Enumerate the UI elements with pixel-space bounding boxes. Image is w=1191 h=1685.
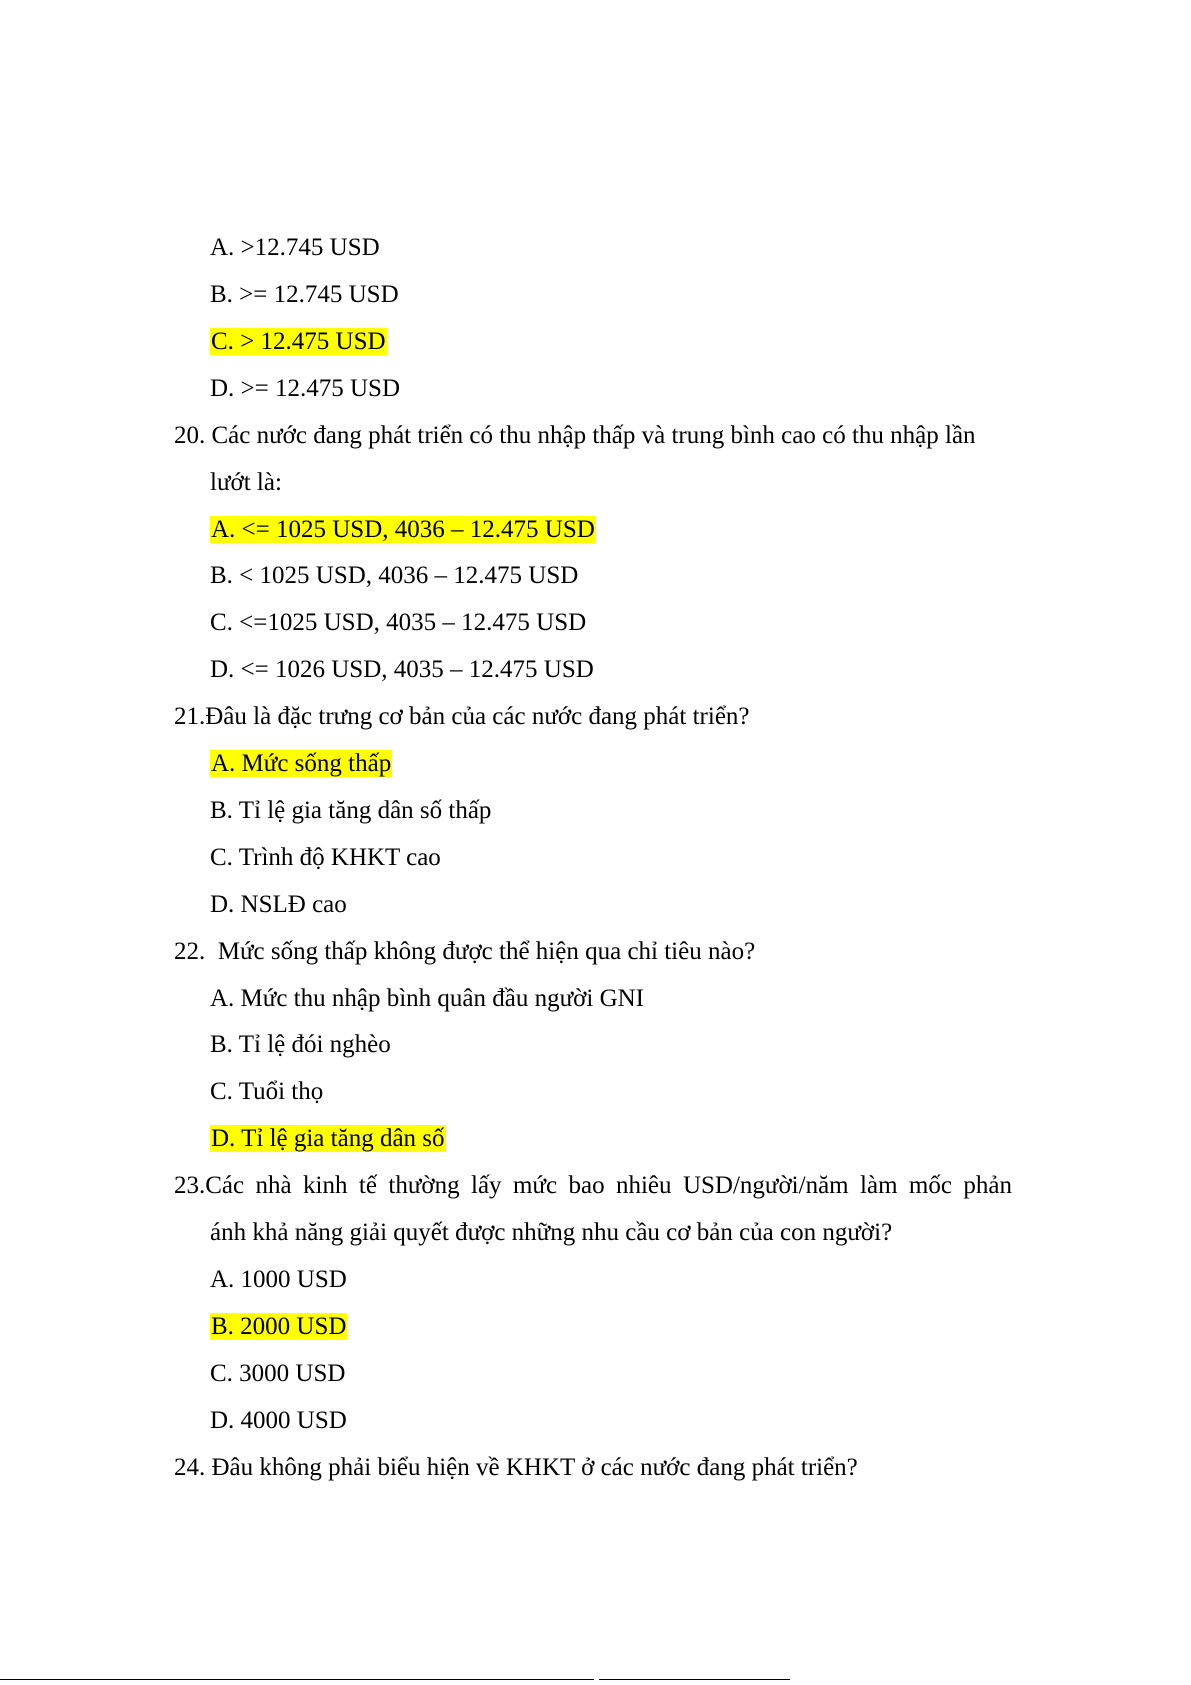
- option-text: A. 1000 USD: [210, 1266, 347, 1293]
- option-text: D. 4000 USD: [210, 1407, 347, 1434]
- q23-option-c: [210, 1358, 345, 1390]
- q19-option-a: [210, 232, 380, 264]
- question-text: ánh khả năng giải quyết được những nhu cầu cơ bản của con người?: [210, 1219, 893, 1246]
- option-text: B. Tỉ lệ gia tăng dân số thấp: [210, 797, 492, 824]
- q21-option-c: [210, 842, 441, 874]
- question-text: 20. Các nước đang phát triển có thu nhập thấp và trung bình cao có thu nhập lần: [174, 422, 976, 449]
- option-text: C. Tuổi thọ: [210, 1078, 324, 1105]
- option-text: B. >= 12.745 USD: [210, 281, 399, 308]
- q23-question-line1: [174, 1170, 1012, 1202]
- q20-option-c: [210, 607, 586, 639]
- question-text: 22. Mức sống thấp không được thể hiện qua chỉ tiêu nào?: [174, 938, 756, 965]
- q24-question: [174, 1452, 858, 1484]
- q21-option-d: [210, 889, 347, 921]
- highlighted-answer: C. > 12.475 USD: [211, 328, 386, 355]
- option-text: D. <= 1026 USD, 4035 – 12.475 USD: [210, 656, 594, 683]
- q22-option-b: [210, 1029, 391, 1061]
- question-text: 21.Đâu là đặc trưng cơ bản của các nước đang phát triển?: [174, 703, 750, 730]
- q20-option-a-correct: [210, 514, 596, 546]
- question-text: lướt là:: [210, 469, 282, 496]
- option-text: A. Mức thu nhập bình quân đầu người GNI: [210, 985, 645, 1012]
- q19-option-d: [210, 373, 400, 405]
- highlighted-answer: B. 2000 USD: [211, 1313, 347, 1340]
- q22-option-a: [210, 983, 644, 1015]
- highlighted-answer: D. Tỉ lệ gia tăng dân số: [211, 1125, 445, 1152]
- q22-option-c: [210, 1076, 323, 1108]
- q20-question-line1: [174, 420, 976, 452]
- question-text: 24. Đâu không phải biểu hiện về KHKT ở các nước đang phát triển?: [174, 1454, 858, 1481]
- q20-question-line2: [210, 467, 282, 499]
- highlighted-answer: A. Mức sống thấp: [211, 750, 392, 777]
- q20-option-d: [210, 654, 594, 686]
- q22-option-d-correct: [210, 1123, 446, 1155]
- q23-question-line2: [210, 1217, 892, 1249]
- page-bottom-rule: [0, 1679, 790, 1680]
- option-text: D. NSLĐ cao: [210, 891, 347, 918]
- q19-option-b: [210, 279, 399, 311]
- q21-option-a-correct: [210, 748, 392, 780]
- q21-option-b: [210, 795, 491, 827]
- q19-option-c-correct: [210, 326, 387, 358]
- option-text: A. >12.745 USD: [210, 234, 380, 261]
- q20-option-b: [210, 560, 578, 592]
- option-text: B. < 1025 USD, 4036 – 12.475 USD: [210, 562, 579, 589]
- option-text: C. <=1025 USD, 4035 – 12.475 USD: [210, 609, 587, 636]
- highlighted-answer: A. <= 1025 USD, 4036 – 12.475 USD: [211, 516, 595, 543]
- option-text: B. Tỉ lệ đói nghèo: [210, 1031, 391, 1058]
- q23-option-d: [210, 1405, 347, 1437]
- option-text: D. >= 12.475 USD: [210, 375, 401, 402]
- q23-option-a: [210, 1264, 347, 1296]
- q21-question: [174, 701, 750, 733]
- option-text: C. 3000 USD: [210, 1360, 346, 1387]
- option-text: C. Trình độ KHKT cao: [210, 844, 441, 871]
- page-bottom-rule-gap: [594, 1679, 599, 1681]
- question-text: 23.Các nhà kinh tế thường lấy mức bao nhiêu USD/người/năm làm mốc phản: [174, 1172, 1012, 1199]
- q23-option-b-correct: [210, 1311, 347, 1343]
- q22-question: [174, 936, 755, 968]
